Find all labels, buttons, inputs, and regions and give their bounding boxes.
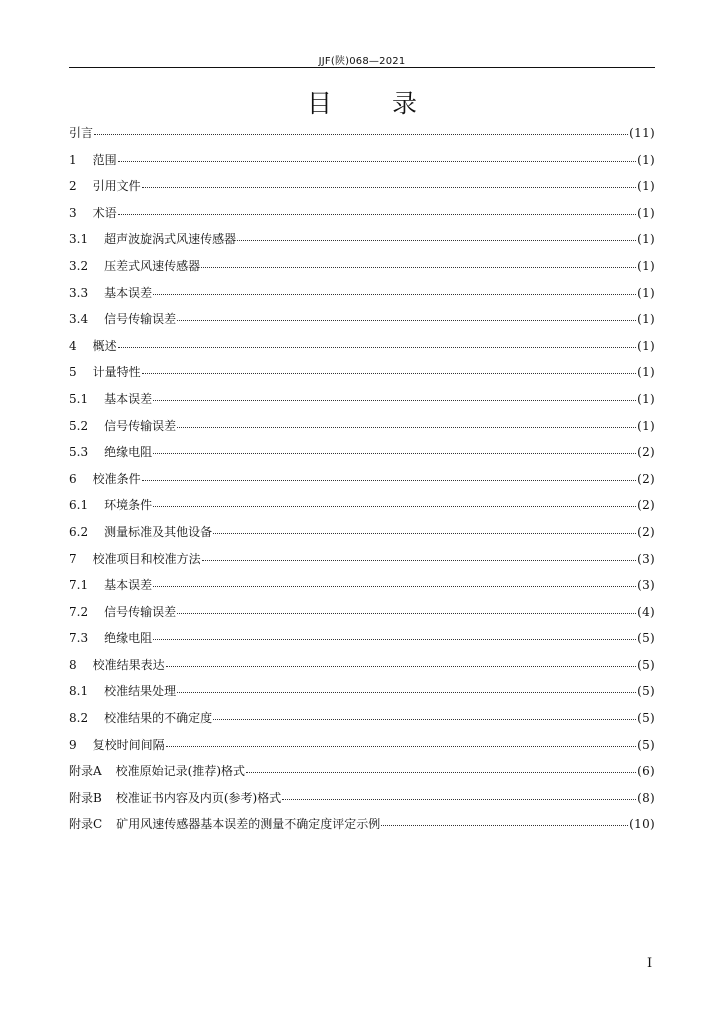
toc-entry-page: (2) (637, 471, 655, 486)
toc-entry-title: 基本误差 (104, 578, 153, 593)
toc-entry-page: (5) (637, 711, 655, 726)
toc-leader-dots (118, 333, 636, 348)
toc-leader-dots (177, 413, 636, 428)
toc-entry-number: 7 (69, 551, 77, 566)
toc-leader-dots (246, 758, 636, 773)
toc-entry-title: 信号传输误差 (104, 418, 177, 433)
toc-entry-number: 3.4 (69, 312, 89, 327)
toc-entry-title: 校准证书内容及内页(参考)格式 (115, 790, 282, 805)
toc-entry-title: 概述 (92, 338, 117, 353)
toc-entry[interactable] (69, 734, 655, 761)
toc-entry-page: (5) (637, 737, 655, 752)
toc-entry-number: 7.3 (69, 631, 89, 646)
toc-entry-page: (5) (637, 631, 655, 646)
toc-entry[interactable] (69, 202, 655, 229)
toc-entry-page: (1) (637, 391, 655, 406)
toc-leader-dots (153, 439, 636, 454)
toc-entry-page: (2) (637, 498, 655, 513)
toc-entry-number: 附录A (69, 764, 102, 779)
toc-entry[interactable] (69, 335, 655, 362)
header-rule (69, 67, 655, 68)
toc-entry-title: 基本误差 (104, 391, 153, 406)
toc-entry[interactable] (69, 680, 655, 707)
toc-entry-number: 5.2 (69, 418, 89, 433)
toc-entry-page: (3) (637, 578, 655, 593)
toc-leader-dots (177, 678, 636, 693)
toc-entry-title: 信号传输误差 (104, 312, 177, 327)
toc-entry-page: (10) (629, 817, 655, 832)
toc-entry-number: 5.3 (69, 445, 89, 460)
toc-entry-page: (1) (637, 365, 655, 380)
toc-entry[interactable] (69, 813, 655, 840)
toc-leader-dots (177, 306, 636, 321)
toc-entry[interactable] (69, 228, 655, 255)
toc-entry[interactable] (69, 601, 655, 628)
toc-entry[interactable] (69, 468, 655, 495)
toc-entry-number: 2 (69, 179, 77, 194)
toc-entry-page: (11) (629, 126, 655, 140)
toc-entry[interactable] (69, 787, 655, 814)
toc-entry-number: 3.3 (69, 285, 89, 300)
toc-entry-number: 5 (69, 365, 77, 380)
toc-entry-number: 4 (69, 338, 77, 353)
toc-leader-dots (213, 705, 636, 720)
toc-entry-number: 6 (69, 471, 77, 486)
toc-leader-dots (213, 519, 636, 534)
toc-entry-page: (5) (637, 657, 655, 672)
toc-entry-page: (6) (637, 764, 655, 779)
toc-entry-title: 测量标准及其他设备 (104, 524, 213, 539)
toc-leader-dots (282, 785, 636, 800)
toc-leader-dots (237, 226, 636, 241)
toc-entry-number: 附录B (69, 790, 102, 805)
toc-entry-title: 校准结果表达 (92, 657, 165, 672)
toc-entry[interactable] (69, 707, 655, 734)
toc-entry-number: 9 (69, 737, 77, 752)
toc-entry-number: 7.1 (69, 578, 89, 593)
toc-entry-title: 校准项目和校准方法 (92, 551, 201, 566)
toc-entry[interactable] (69, 627, 655, 654)
toc-entry-title: 绝缘电阻 (104, 631, 153, 646)
toc-leader-dots (142, 173, 636, 188)
toc-entry[interactable] (69, 548, 655, 575)
toc-entry-number: 8 (69, 657, 77, 672)
toc-entry-title: 信号传输误差 (104, 604, 177, 619)
toc-entry-number: 6.2 (69, 524, 89, 539)
toc-entry-number: 8.1 (69, 684, 89, 699)
toc-entry[interactable] (69, 521, 655, 548)
toc-entry-number: 7.2 (69, 604, 89, 619)
toc-entry-title: 计量特性 (92, 365, 141, 380)
toc-leader-dots (142, 359, 636, 374)
toc-entry[interactable] (69, 282, 655, 309)
toc-entry-page: (1) (637, 258, 655, 273)
toc-entry[interactable] (69, 654, 655, 681)
page-title (0, 84, 724, 120)
toc-entry-number: 8.2 (69, 711, 89, 726)
toc-entry[interactable] (69, 308, 655, 335)
toc-leader-dots (94, 120, 628, 135)
toc-entry-title: 复校时间间隔 (92, 737, 165, 752)
toc-entry-number: 5.1 (69, 391, 89, 406)
toc-entry-page: (1) (637, 418, 655, 433)
toc-entry-title: 矿用风速传感器基本误差的测量不确定度评定示例 (116, 817, 381, 832)
toc-entry-number: 6.1 (69, 498, 89, 513)
toc-entry[interactable] (69, 122, 655, 149)
toc-entry[interactable] (69, 388, 655, 415)
toc-entry-page: (1) (637, 179, 655, 194)
toc-entry-title: 压差式风速传感器 (104, 258, 201, 273)
toc-entry-number: 3.1 (69, 232, 89, 247)
toc-entry-title: 引用文件 (92, 179, 141, 194)
toc-entry-number: 3.2 (69, 258, 89, 273)
toc-leader-dots (177, 599, 636, 614)
toc-entry[interactable] (69, 415, 655, 442)
toc-entry-title: 校准条件 (92, 471, 141, 486)
toc-leader-dots (153, 386, 636, 401)
toc-entry-page: (4) (637, 604, 655, 619)
toc-entry[interactable] (69, 574, 655, 601)
toc-leader-dots (153, 625, 636, 640)
toc-leader-dots (153, 280, 636, 295)
toc-entry-page: (1) (637, 338, 655, 353)
toc-leader-dots (153, 572, 636, 587)
toc-leader-dots (166, 652, 636, 667)
toc-entry[interactable] (69, 361, 655, 388)
table-of-contents (69, 122, 655, 840)
toc-entry-title: 校准结果的不确定度 (104, 711, 213, 726)
toc-entry-title: 超声波旋涡式风速传感器 (104, 232, 237, 247)
toc-leader-dots (118, 147, 636, 162)
toc-entry-title: 校准原始记录(推荐)格式 (115, 764, 246, 779)
toc-entry[interactable] (69, 255, 655, 282)
toc-leader-dots (202, 546, 636, 561)
toc-entry-page: (1) (637, 232, 655, 247)
toc-entry-page: (1) (637, 205, 655, 220)
toc-entry[interactable] (69, 494, 655, 521)
toc-entry-number: 1 (69, 152, 77, 167)
toc-entry-page: (1) (637, 285, 655, 300)
toc-entry-title: 范围 (92, 152, 117, 167)
toc-entry-title: 绝缘电阻 (104, 445, 153, 460)
toc-entry-title: 术语 (92, 205, 117, 220)
toc-leader-dots (118, 200, 636, 215)
toc-entry-title: 环境条件 (104, 498, 153, 513)
toc-entry[interactable] (69, 441, 655, 468)
document-code: JJF(陕)068—2021 (318, 56, 406, 67)
title-char-2: 录 (392, 89, 418, 118)
toc-entry-title: 引言 (69, 126, 94, 140)
toc-entry-page: (1) (637, 312, 655, 327)
toc-entry-page: (2) (637, 524, 655, 539)
toc-leader-dots (381, 811, 628, 826)
toc-leader-dots (153, 492, 636, 507)
toc-entry-page: (1) (637, 152, 655, 167)
toc-entry-number: 附录C (69, 817, 103, 832)
toc-entry[interactable] (69, 149, 655, 176)
toc-leader-dots (166, 732, 636, 747)
toc-entry[interactable] (69, 175, 655, 202)
toc-entry-title: 基本误差 (104, 285, 153, 300)
toc-leader-dots (142, 466, 636, 481)
page-number: I (647, 956, 653, 971)
toc-entry-title: 校准结果处理 (104, 684, 177, 699)
toc-entry-page: (3) (637, 551, 655, 566)
title-char-1: 目 (306, 89, 332, 118)
toc-entry-page: (2) (637, 445, 655, 460)
toc-entry-page: (5) (637, 684, 655, 699)
toc-leader-dots (201, 253, 636, 268)
toc-entry-number: 3 (69, 205, 77, 220)
toc-entry-page: (8) (637, 790, 655, 805)
toc-entry[interactable] (69, 760, 655, 787)
